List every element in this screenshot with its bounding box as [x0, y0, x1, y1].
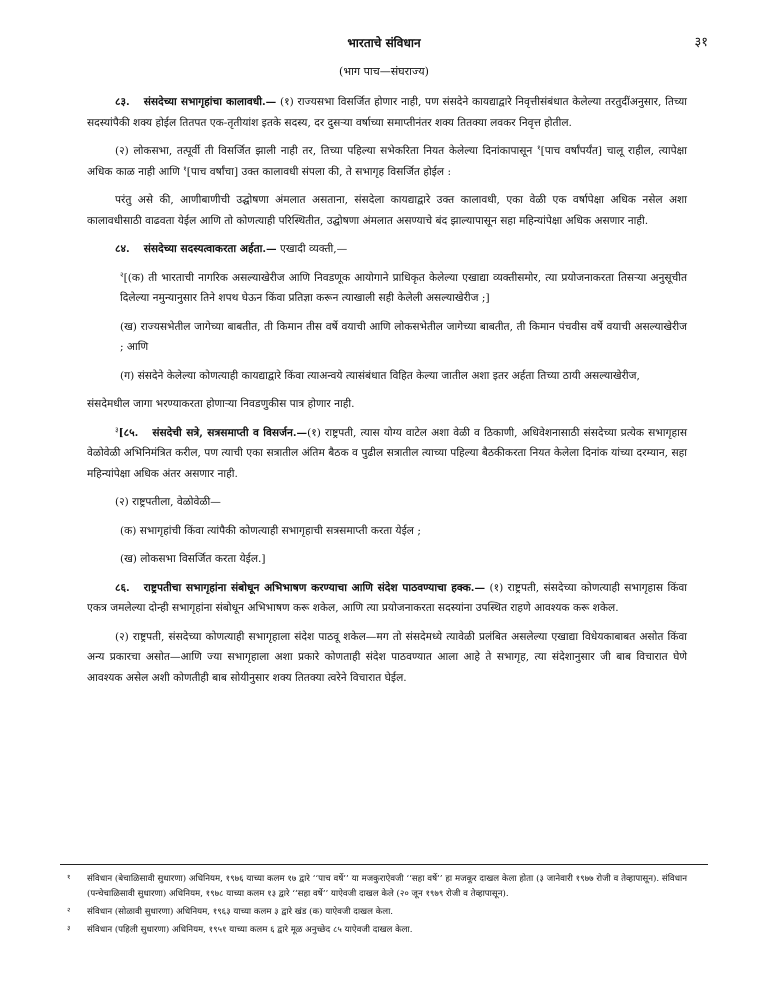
footnote-item [67, 905, 687, 920]
article-84-intro [87, 239, 687, 260]
document-body [87, 92, 687, 696]
article-85-clause-1 [87, 423, 687, 485]
article-heading: राष्ट्रपतीचा सभागृहांना संबोधून अभिभाषण करण्याचा आणि संदेश पाठवण्याचा हक्क.— [143, 581, 486, 594]
part-subtitle: (भाग पाच—संघराज्य) [339, 65, 429, 78]
footnote-mark: ३ [67, 924, 71, 932]
amended-text: [पाच वर्षांपर्यंत] [540, 145, 602, 157]
footnote-marker: ३ [115, 425, 119, 434]
footnote-marker: २ [120, 270, 124, 279]
footnote-item [67, 923, 687, 938]
item-text: [(क) ती भारताची नागरिक असल्याखेरीज आणि निवडणूक आयोगाने प्राधिकृत केलेल्या एखाद्या व्यक्तीसमोर, त्या प्रयोजनाकरता तिसऱ्या अनुसूचीत दिलेल्या नमुन्यानुसार तिने शपथ घेऊन किंवा प्रतिज्ञा करून त्याखाली सही केलेली असल्याखेरीज ;] [120, 271, 687, 304]
clause-text: (१) राष्ट्रपती, त्यास योग्य वाटेल अशा वेळी व ठिकाणी, अधिवेशनासाठी संसदेच्या प्रत्येक सभागृहास वेळोवेळी अभिनिमंत्रित करील, पण त्याची एका सत्रातील अंतिम बैठक व पुढील सत्रातील त्याच्या पहिल्या बैठकीकरता नियत केलेला दिनांक यांच्या दरम्यान, सहा महिन्यांपेक्षा अधिक अंतर असणार नाही. [87, 426, 687, 480]
article-84-item-ga: (ग) संसदेने केलेल्या कोणत्याही कायद्याद्वारे किंवा त्याअन्वये त्यासंबंधात विहित केल्या जातील अशा इतर अर्हता तिच्या ठायी असल्याखेरीज, [120, 369, 640, 382]
article-number: ८३. [115, 96, 130, 108]
article-heading: संसदेच्या सभागृहांचा कालावधी.— [143, 96, 277, 108]
article-83-clause-2 [87, 141, 687, 182]
article-85-item-ka: (क) सभागृहांची किंवा त्यांपैकी कोणत्याही सभागृहाची सत्रसमाप्ती करता येईल ; [120, 524, 421, 537]
footnote-marker: १ [183, 164, 187, 173]
article-84-conclusion: संसदेमधील जागा भरण्याकरता होणाऱ्या निवडणुकीस पात्र होणार नाही. [87, 398, 355, 410]
footnote-item [67, 872, 687, 902]
clause-text: (१) राज्यसभा विसर्जित होणार नाही, पण संसदेने कायद्याद्वारे निवृत्तीसंबंधात केलेल्या तरतुदींअनुसार, तिच्या सदस्यांपैकी शक्य होईल तितपत एक-तृतीयांश इतके सदस्य, दर दुसऱ्या वर्षाच्या समाप्तीनंतर शक्य तितक्या लवकर निवृत्त होतील. [87, 96, 687, 129]
footnote-mark: १ [67, 873, 71, 881]
article-84-item-ka [87, 268, 687, 309]
clause-text: उक्त कालावधी संपला की, ते सभागृह विसर्जित होईल : [241, 165, 452, 178]
article-85-clause-2: (२) राष्ट्रपतीला, वेळोवेळी— [115, 496, 221, 508]
running-header [0, 34, 768, 54]
article-86-clause-1 [87, 578, 687, 619]
clause-text: चालू राहील, त्यापेक्षा अधिक काळ नाही आणि [87, 145, 687, 178]
article-83-clause-1 [87, 92, 687, 133]
footnote-text: संविधान (बेचाळिसावी सुधारणा) अधिनियम, १९७६ याच्या कलम १७ द्वारे ‘‘पाच वर्षे’’ या मजकुराऐवजी ‘‘सहा वर्षे’’ हा मजकूर दाखल केला होता (३ जानेवारी १९७७ रोजी व तेव्हापासून). संविधान (पन्चेचाळिसावी सुधारणा) अधिनियम, १९७८ याच्या कलम १३ द्वारे ‘‘सहा वर्षे’’ याऐवजी दाखल केले (२० जून १९७९ रोजी व तेव्हापासून). [87, 874, 687, 899]
page-number: ३१ [694, 35, 708, 50]
clause-text: एखादी व्यक्ती,— [280, 243, 348, 255]
footnote-text: संविधान (सोळावी सुधारणा) अधिनियम, १९६३ याच्या कलम ३ द्वारे खंड (क) याऐवजी दाखल केला. [87, 907, 394, 917]
article-84-item-kha: (ख) राज्यसभेतील जागेच्या बाबतीत, ती किमान तीस वर्षे वयाची आणि लोकसभेतील जागेच्या बाबतीत, ती किमान पंचवीस वर्षे वयाची असल्याखेरीज ; आणि [120, 320, 687, 353]
article-83-proviso: परंतु असे की, आणीबाणीची उद्घोषणा अंमलात असताना, संसदेला कायद्याद्वारे उक्त कालावधी, एका वेळी एक वर्षापेक्षा अधिक नसेल अशा कालावधीसाठी वाढवता येईल आणि तो कोणत्याही परिस्थितीत, उद्घोषणा अंमलात असण्याचे बंद झाल्यापासून सहा महिन्यांपेक्षा अधिक असणार नाही. [87, 194, 687, 227]
article-86-clause-2: (२) राष्ट्रपती, संसदेच्या कोणत्याही सभागृहाला संदेश पाठवू शकेल—मग तो संसदेमध्ये त्यावेळी प्रलंबित असलेल्या एखाद्या विधेयकाबाबत असोत किंवा अन्य प्रकारचा असोत—आणि ज्या सभागृहाला अशा प्रकारे कोणताही संदेश पाठवण्यात आला आहे ते सभागृह, त्या संदेशानुसार जी बाब विचारात घेणे आवश्यक असेल अशी कोणतीही बाब सोयीनुसार शक्य तितक्या त्वरेने विचारात घेईल. [87, 630, 687, 684]
amended-text: [पाच वर्षांचा] [186, 165, 239, 178]
running-title: भारताचे संविधान [347, 36, 421, 50]
clause-text: (१) राष्ट्रपती, संसदेच्या कोणत्याही सभागृहास किंवा एकत्र जमलेल्या दोन्ही सभागृहांना संबोधून अभिभाषण करू शकेल, आणि त्या प्रयोजनाकरता सदस्यांना उपस्थित राहणे आवश्यक करू शकेल. [87, 581, 687, 614]
footnote-mark: २ [67, 906, 71, 914]
article-number: ८४. [115, 243, 130, 255]
article-number: ८६. [115, 581, 130, 594]
article-heading: संसदेची सत्रे, सत्रसमाप्ती व विसर्जन.— [152, 426, 308, 439]
footnote-divider [60, 864, 708, 865]
footnote-marker: १ [536, 144, 541, 152]
clause-text: (२) लोकसभा, तत्पूर्वी ती विसर्जित झाली नाही तर, तिच्या पहिल्या सभेकरिता नियत केलेल्या दिनांकापासून [115, 145, 533, 157]
article-85-item-kha: (ख) लोकसभा विसर्जित करता येईल.] [120, 553, 266, 565]
article-heading: संसदेच्या सदस्यत्वाकरता अर्हता.— [143, 243, 277, 255]
footnote-text: संविधान (पहिली सुधारणा) अधिनियम, १९५१ याच्या कलम ६ द्वारे मूळ अनुच्छेद ८५ याऐवजी दाखल केला. [87, 925, 413, 935]
article-number: [८५. [118, 426, 139, 439]
footnotes [67, 872, 687, 941]
